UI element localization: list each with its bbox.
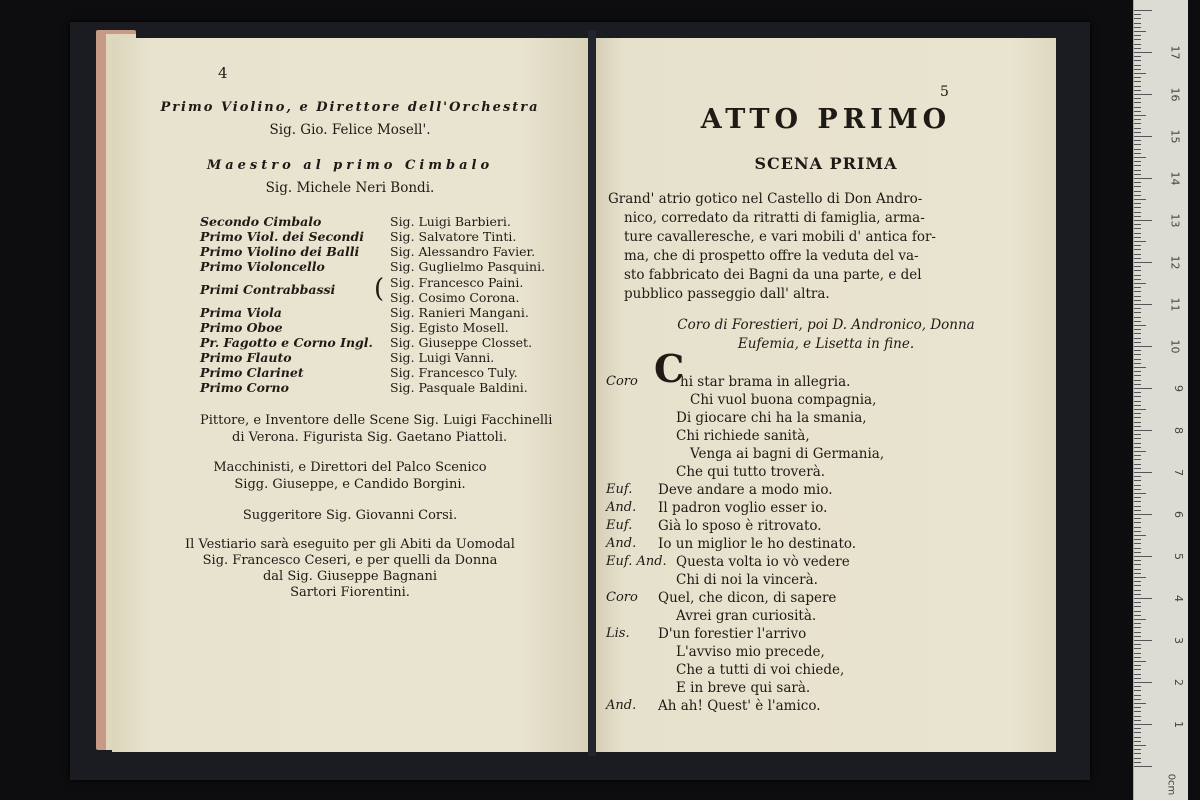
ruler-tick	[1134, 157, 1146, 158]
ruler-tick	[1134, 39, 1141, 40]
page-number-right: 5	[940, 84, 949, 100]
ruler-tick	[1134, 707, 1141, 708]
crew-role: Primo Corno	[200, 380, 289, 395]
ruler-tick	[1134, 81, 1141, 82]
ruler-tick	[1134, 535, 1146, 536]
ruler-tick	[1134, 73, 1146, 74]
ruler-tick	[1134, 283, 1146, 284]
ruler-tick	[1134, 510, 1141, 511]
ruler-tick	[1134, 602, 1141, 603]
ruler-tick	[1134, 669, 1141, 670]
right-page	[596, 38, 1056, 752]
description-line: sto fabbricato dei Bagni da una parte, e del	[624, 267, 922, 283]
ruler-tick	[1134, 674, 1141, 675]
ruler-tick	[1134, 405, 1141, 406]
ruler-tick	[1134, 216, 1141, 217]
speaker: Coro	[606, 590, 638, 605]
crew-name: Sig. Luigi Vanni.	[390, 350, 495, 365]
ruler-tick	[1134, 224, 1141, 225]
crew-role: Primo Flauto	[200, 350, 292, 365]
ruler-tick	[1134, 102, 1141, 103]
contrabbassi-role: Primi Contrabbassi	[200, 282, 336, 297]
speaker: And.	[606, 698, 637, 713]
ruler-tick	[1134, 518, 1141, 519]
ruler-tick	[1134, 493, 1146, 494]
ruler-tick	[1134, 594, 1141, 595]
ruler-tick	[1134, 149, 1141, 150]
ruler-tick	[1134, 627, 1141, 628]
ruler-tick	[1134, 371, 1141, 372]
ruler-tick	[1134, 228, 1141, 229]
crew-role: Primo Clarinet	[200, 365, 304, 380]
ruler-tick	[1134, 640, 1152, 641]
ruler-number: 6	[1172, 511, 1185, 518]
ruler-tick	[1134, 564, 1141, 565]
ruler-tick	[1134, 363, 1141, 364]
ruler-tick	[1134, 480, 1141, 481]
ruler-tick	[1134, 275, 1141, 276]
ruler-tick	[1134, 514, 1152, 515]
ruler-tick	[1134, 573, 1141, 574]
crew-role: Prima Viola	[200, 305, 282, 320]
ruler-tick	[1134, 590, 1141, 591]
ruler-tick	[1134, 388, 1152, 389]
ruler-number: 14	[1168, 171, 1182, 186]
speaker: And.	[606, 536, 637, 551]
ruler-tick	[1134, 598, 1152, 599]
ruler-tick	[1134, 577, 1146, 578]
ruler-number: 7	[1172, 469, 1185, 476]
chorus-heading-line: Eufemia, e Lisetta in fine.	[737, 336, 915, 352]
speaker: Euf. And.	[606, 554, 667, 569]
ruler-tick	[1134, 325, 1146, 326]
ruler-tick	[1134, 581, 1141, 582]
ruler-number: 5	[1172, 553, 1185, 560]
verse-line: Io un miglior le ho destinato.	[658, 536, 857, 552]
vestiario-line-2: Sig. Francesco Ceseri, e per quelli da Donna	[202, 553, 498, 568]
verse-line: Venga ai bagni di Germania,	[690, 446, 885, 462]
crew-name: Sig. Alessandro Favier.	[390, 244, 536, 259]
vestiario-line-4: Sartori Fiorentini.	[290, 585, 410, 600]
ruler-tick	[1134, 52, 1152, 53]
ruler-tick	[1134, 258, 1141, 259]
ruler-tick	[1134, 86, 1141, 87]
page-number-left: 4	[218, 64, 228, 82]
verse-line: D'un forestier l'arrivo	[658, 626, 807, 642]
ruler-tick	[1134, 569, 1141, 570]
ruler-number: 11	[1168, 297, 1182, 312]
ruler-tick	[1134, 249, 1141, 250]
ruler-tick	[1134, 632, 1141, 633]
ruler-tick	[1134, 304, 1152, 305]
ruler-number: 3	[1172, 637, 1185, 644]
ruler-tick	[1134, 556, 1152, 557]
cimbalo-name: Sig. Michele Neri Bondi.	[265, 180, 435, 196]
ruler-tick	[1134, 732, 1141, 733]
ruler-tick	[1134, 703, 1146, 704]
suggeritore: Suggeritore Sig. Giovanni Corsi.	[242, 508, 458, 523]
ruler-tick	[1134, 468, 1141, 469]
ruler-tick	[1134, 548, 1141, 549]
ruler-number: 17	[1168, 45, 1182, 60]
orchestra-director-role: Primo Violino, e Direttore dell'Orchestra	[160, 100, 540, 115]
ruler-tick	[1134, 737, 1141, 738]
measurement-ruler	[1133, 0, 1188, 800]
ruler-tick	[1134, 56, 1141, 57]
ruler-tick	[1134, 31, 1146, 32]
crew-role: Pr. Fagotto e Corno Ingl.	[200, 335, 373, 350]
ruler-tick	[1134, 98, 1141, 99]
crew-name: Sig. Egisto Mosell.	[390, 320, 509, 335]
ruler-tick	[1134, 115, 1146, 116]
ruler-tick	[1134, 695, 1141, 696]
cimbalo-role: Maestro al primo Cimbalo	[206, 158, 494, 173]
ruler-tick	[1134, 426, 1141, 427]
ruler-tick	[1134, 65, 1141, 66]
ruler-tick	[1134, 279, 1141, 280]
verse-line: L'avviso mio precede,	[676, 644, 825, 660]
ruler-tick	[1134, 153, 1141, 154]
ruler-number: 4	[1172, 595, 1185, 602]
scene-description	[608, 190, 988, 304]
ruler-tick	[1134, 724, 1152, 725]
ruler-tick	[1134, 543, 1141, 544]
ruler-tick	[1134, 690, 1141, 691]
verse-line: Deve andare a modo mio.	[658, 482, 833, 498]
crew-role: Primo Violino dei Balli	[200, 244, 360, 259]
ruler-tick	[1134, 745, 1146, 746]
ruler-tick	[1134, 623, 1141, 624]
ruler-tick	[1134, 686, 1141, 687]
ruler-tick	[1134, 266, 1141, 267]
verse-line: hi star brama in allegria.	[680, 374, 851, 390]
speaker: And.	[606, 500, 637, 515]
speaker: Coro	[606, 374, 638, 389]
ruler-tick	[1134, 552, 1141, 553]
ruler-tick	[1134, 417, 1141, 418]
ruler-tick	[1134, 472, 1152, 473]
vestiario-line-3: dal Sig. Giuseppe Bagnani	[262, 569, 438, 584]
ruler-tick	[1134, 333, 1141, 334]
verse-line: Chi di noi la vincerà.	[676, 572, 818, 588]
ruler-tick	[1134, 657, 1141, 658]
ruler-tick	[1134, 296, 1141, 297]
ruler-tick	[1134, 262, 1152, 263]
ruler-tick	[1134, 350, 1141, 351]
ruler-tick	[1134, 220, 1152, 221]
ruler-tick	[1134, 434, 1141, 435]
ruler-tick	[1134, 527, 1141, 528]
verse-line: Quel, che dicon, di sapere	[658, 590, 837, 606]
ruler-unit-label: 0cm	[1165, 773, 1177, 796]
crew-role: Primo Viol. dei Secondi	[200, 229, 364, 244]
ruler-tick	[1134, 682, 1152, 683]
ruler-tick	[1134, 199, 1146, 200]
ruler-tick	[1134, 35, 1141, 36]
ruler-tick	[1134, 77, 1141, 78]
crew-role: Primo Violoncello	[200, 259, 325, 274]
ruler-tick	[1134, 119, 1141, 120]
verse-line: Di giocare chi ha la smania,	[676, 410, 867, 426]
ruler-tick	[1134, 611, 1141, 612]
crew-name: Sig. Salvatore Tinti.	[390, 229, 517, 244]
macchinisti-line-2: Sigg. Giuseppe, e Candido Borgini.	[234, 477, 466, 492]
ruler-tick	[1134, 291, 1141, 292]
ruler-tick	[1134, 186, 1141, 187]
ruler-tick	[1134, 720, 1141, 721]
ruler-tick	[1134, 94, 1152, 95]
ruler-tick	[1134, 367, 1146, 368]
ruler-tick	[1134, 241, 1146, 242]
ruler-tick	[1134, 413, 1141, 414]
ruler-tick	[1134, 165, 1141, 166]
ruler-number: 1	[1172, 721, 1185, 728]
ruler-tick	[1134, 69, 1141, 70]
verse-line: Avrei gran curiosità.	[676, 608, 817, 624]
crew-name: Sig. Guglielmo Pasquini.	[390, 259, 546, 274]
crew-name: Sig. Giuseppe Closset.	[390, 335, 533, 350]
crew-name: Sig. Cosimo Corona.	[390, 290, 520, 305]
ruler-tick	[1134, 443, 1141, 444]
description-line: ma, che di prospetto offre la veduta del va-	[624, 248, 919, 264]
ruler-tick	[1134, 140, 1141, 141]
ruler-tick	[1134, 237, 1141, 238]
ruler-tick	[1134, 300, 1141, 301]
ruler-number: 12	[1168, 255, 1182, 270]
ruler-tick	[1134, 346, 1152, 347]
ruler-tick	[1134, 396, 1141, 397]
book-gutter	[588, 30, 596, 756]
ruler-number: 9	[1172, 385, 1185, 392]
ruler-tick	[1134, 476, 1141, 477]
ruler-tick	[1134, 44, 1141, 45]
ruler-tick	[1134, 531, 1141, 532]
verse-line: Che qui tutto troverà.	[676, 464, 826, 480]
ruler-tick	[1134, 678, 1141, 679]
verse-line: Che a tutti di voi chiede,	[676, 662, 845, 678]
ruler-tick	[1134, 359, 1141, 360]
ruler-tick	[1134, 451, 1146, 452]
ruler-tick	[1134, 23, 1141, 24]
vestiario-line-1: Il Vestiario sarà eseguito per gli Abiti da Uomodal	[185, 537, 515, 552]
ruler-tick	[1134, 489, 1141, 490]
ruler-tick	[1134, 191, 1141, 192]
ruler-tick	[1134, 728, 1141, 729]
pittore-line-1: Pittore, e Inventore delle Scene Sig. Luigi Facchinelli	[200, 413, 553, 428]
ruler-tick	[1134, 644, 1141, 645]
ruler-tick	[1134, 753, 1141, 754]
ruler-tick	[1134, 207, 1141, 208]
ruler-tick	[1134, 392, 1141, 393]
ruler-tick	[1134, 661, 1146, 662]
ruler-tick	[1134, 212, 1141, 213]
crew-name: Sig. Pasquale Baldini.	[390, 380, 528, 395]
ruler-tick	[1134, 464, 1141, 465]
pittore-line-2: di Verona. Figurista Sig. Gaetano Piattoli.	[232, 430, 508, 445]
crew-name: Sig. Luigi Barbieri.	[390, 214, 511, 229]
description-line: ture cavalleresche, e vari mobili d' antica for-	[624, 229, 936, 245]
ruler-tick	[1134, 485, 1141, 486]
ruler-tick	[1134, 321, 1141, 322]
ruler-tick	[1134, 653, 1141, 654]
ruler-tick	[1134, 107, 1141, 108]
ruler-tick	[1134, 144, 1141, 145]
ruler-tick	[1134, 438, 1141, 439]
ruler-tick	[1134, 312, 1141, 313]
ruler-number: 8	[1172, 427, 1185, 434]
ruler-tick	[1134, 27, 1141, 28]
ruler-tick	[1134, 430, 1152, 431]
ruler-tick	[1134, 409, 1146, 410]
crew-name: Sig. Ranieri Mangani.	[390, 305, 529, 320]
description-line: pubblico passeggio dall' altra.	[624, 286, 830, 302]
ruler-tick	[1134, 136, 1152, 137]
drop-cap: C	[654, 346, 685, 391]
speaker: Euf.	[606, 518, 633, 533]
speaker: Euf.	[606, 482, 633, 497]
ruler-tick	[1134, 665, 1141, 666]
ruler-tick	[1134, 287, 1141, 288]
ruler-tick	[1134, 170, 1141, 171]
ruler-tick	[1134, 245, 1141, 246]
ruler-tick	[1134, 182, 1141, 183]
ruler-tick	[1134, 123, 1141, 124]
ruler-tick	[1134, 762, 1141, 763]
crew-role: Primo Oboe	[200, 320, 283, 335]
verse-line: Questa volta io vò vedere	[676, 554, 850, 570]
ruler-tick	[1134, 338, 1141, 339]
verse-line: Chi richiede sanità,	[676, 428, 810, 444]
ruler-tick	[1134, 270, 1141, 271]
verse-line: Il padron voglio esser io.	[658, 500, 828, 516]
ruler-tick	[1134, 195, 1141, 196]
ruler-number: 13	[1168, 213, 1182, 228]
ruler-tick	[1134, 174, 1141, 175]
ruler-tick	[1134, 384, 1141, 385]
ruler-tick	[1134, 522, 1141, 523]
ruler-tick	[1134, 178, 1152, 179]
ruler-tick	[1134, 342, 1141, 343]
ruler-tick	[1134, 380, 1141, 381]
act-title: ATTO PRIMO	[700, 104, 952, 135]
crew-role: Secondo Cimbalo	[200, 214, 322, 229]
chorus-heading-line: Coro di Forestieri, poi D. Andronico, Donna	[677, 317, 975, 333]
ruler-tick	[1134, 619, 1146, 620]
ruler-tick	[1134, 560, 1141, 561]
ruler-tick	[1134, 233, 1141, 234]
ruler-tick	[1134, 506, 1141, 507]
ruler-tick	[1134, 615, 1141, 616]
crew-name: Sig. Francesco Paini.	[390, 275, 524, 290]
ruler-tick	[1134, 716, 1141, 717]
ruler-number: 2	[1172, 679, 1185, 686]
ruler-tick	[1134, 539, 1141, 540]
ruler-tick	[1134, 749, 1141, 750]
ruler-tick	[1134, 636, 1141, 637]
ruler-tick	[1134, 766, 1152, 767]
ruler-tick	[1134, 758, 1141, 759]
ruler-tick	[1134, 18, 1141, 19]
ruler-number: 15	[1168, 129, 1182, 144]
verse-line: Già lo sposo è ritrovato.	[658, 518, 822, 534]
ruler-tick	[1134, 111, 1141, 112]
ruler-tick	[1134, 455, 1141, 456]
ruler-tick	[1134, 459, 1141, 460]
orchestra-director-name: Sig. Gio. Felice Mosell'.	[269, 122, 431, 138]
ruler-tick	[1134, 375, 1141, 376]
ruler-tick	[1134, 132, 1141, 133]
ruler-tick	[1134, 317, 1141, 318]
ruler-tick	[1134, 354, 1141, 355]
verse-line: Chi vuol buona compagnia,	[690, 392, 877, 408]
scene-title: SCENA PRIMA	[754, 154, 898, 173]
ruler-tick	[1134, 48, 1141, 49]
verse-line: Ah ah! Quest' è l'amico.	[658, 698, 821, 714]
ruler-tick	[1134, 329, 1141, 330]
ruler-tick	[1134, 14, 1141, 15]
brace-icon: (	[374, 274, 385, 304]
ruler-tick	[1134, 497, 1141, 498]
ruler-tick	[1134, 10, 1152, 11]
ruler-tick	[1134, 308, 1141, 309]
ruler-tick	[1134, 60, 1141, 61]
ruler-tick	[1134, 422, 1141, 423]
ruler-tick	[1134, 90, 1141, 91]
ruler-tick	[1134, 741, 1141, 742]
ruler-tick	[1134, 606, 1141, 607]
macchinisti-line-1: Macchinisti, e Direttori del Palco Scenico	[213, 460, 487, 475]
ruler-tick	[1134, 711, 1141, 712]
ruler-number: 16	[1168, 87, 1182, 102]
ruler-tick	[1134, 203, 1141, 204]
ruler-tick	[1134, 648, 1141, 649]
ruler-tick	[1134, 501, 1141, 502]
left-page	[112, 38, 588, 752]
speaker: Lis.	[606, 626, 630, 641]
ruler-number: 10	[1168, 339, 1182, 354]
verse-line: E in breve qui sarà.	[676, 680, 811, 696]
ruler-tick	[1134, 447, 1141, 448]
ruler-tick	[1134, 128, 1141, 129]
ruler-tick	[1134, 254, 1141, 255]
ruler-tick	[1134, 401, 1141, 402]
crew-name: Sig. Francesco Tuly.	[390, 365, 518, 380]
description-line: Grand' atrio gotico nel Castello di Don Andro-	[608, 191, 923, 207]
ruler-tick	[1134, 161, 1141, 162]
ruler-tick	[1134, 585, 1141, 586]
ruler-tick	[1134, 699, 1141, 700]
description-line: nico, corredato da ritratti di famiglia, arma-	[624, 210, 925, 226]
